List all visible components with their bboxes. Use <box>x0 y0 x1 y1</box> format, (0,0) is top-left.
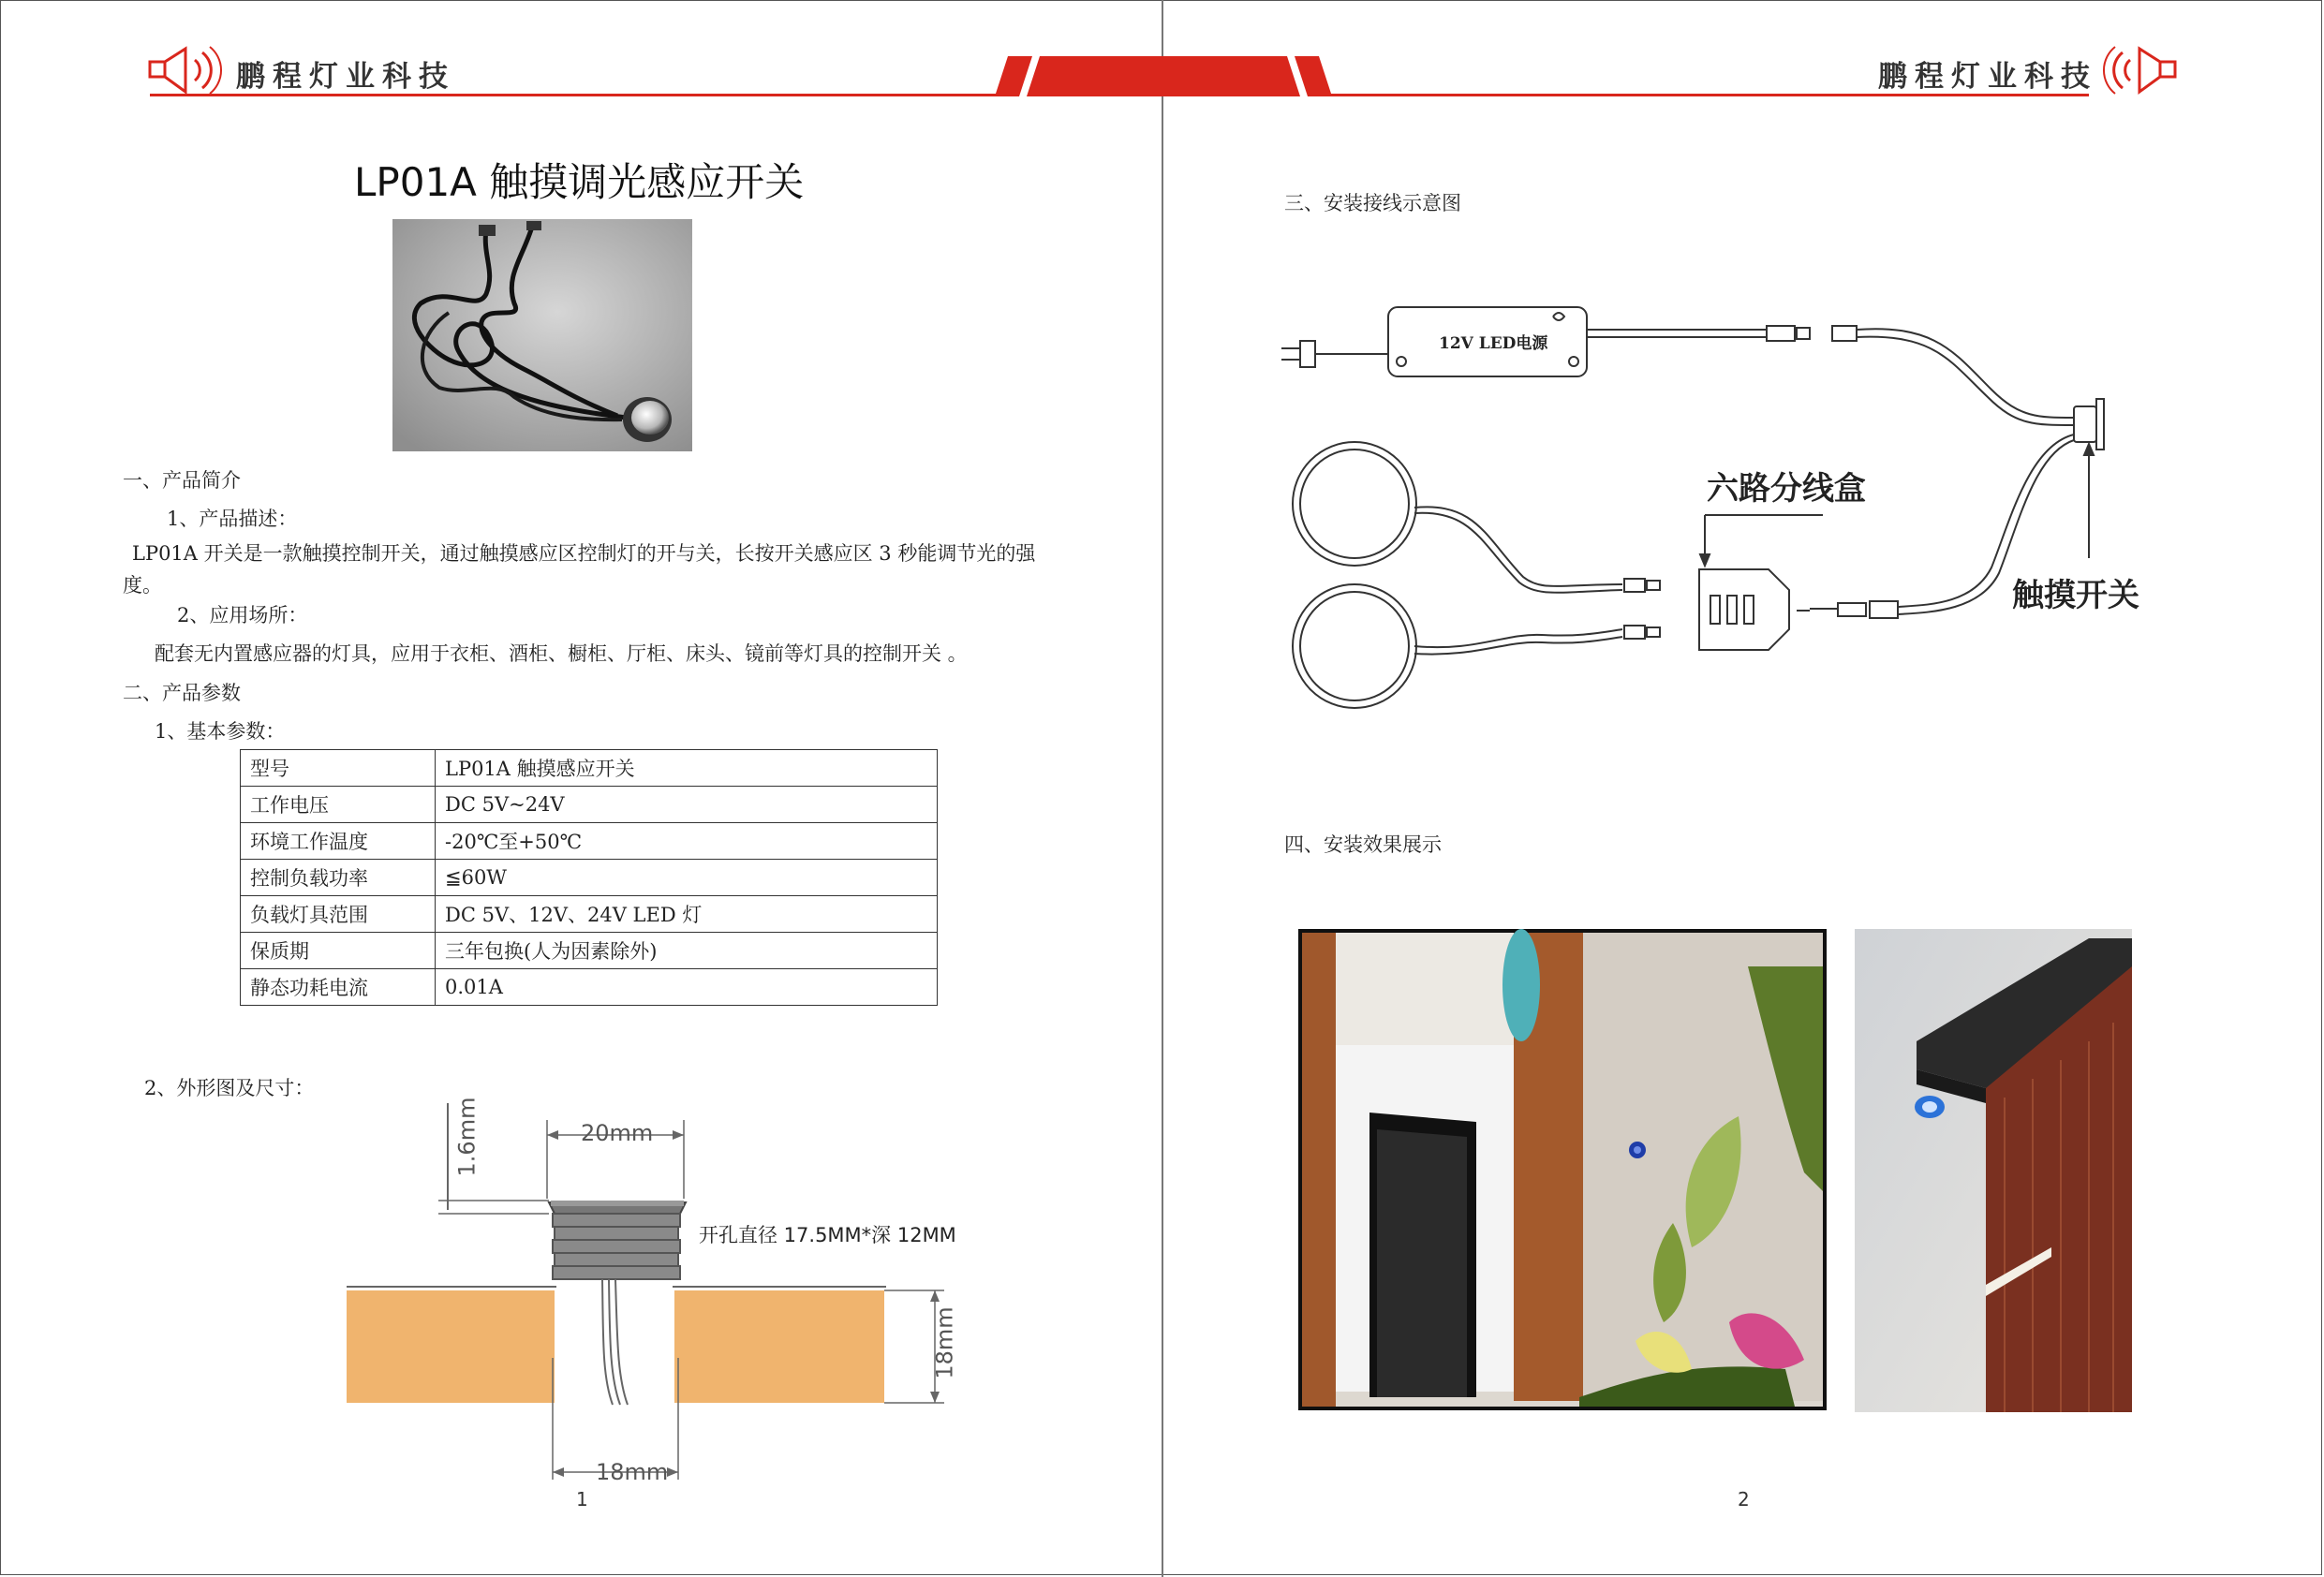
section-heading-effect: 四、安装效果展示 <box>1284 833 1442 856</box>
dimension-drawing <box>345 1096 982 1489</box>
section-heading-wiring: 三、安装接线示意图 <box>1284 192 1461 214</box>
product-title: LP01A 触摸调光感应开关 <box>354 159 805 205</box>
table-cell-value: LP01A 触摸感应开关 <box>436 750 938 787</box>
table-cell-value: -20℃至+50℃ <box>436 823 938 860</box>
table-row <box>241 750 938 787</box>
table-cell-key: 保质期 <box>241 933 436 969</box>
table-row <box>241 969 938 1006</box>
speaker-logo-icon <box>2098 43 2177 97</box>
page-number-right: 2 <box>1738 1488 1750 1511</box>
header-rule-left <box>150 94 1004 96</box>
subheading-description: 1、产品描述： <box>167 508 298 530</box>
dim-label-height: 1.6mm <box>453 1097 481 1177</box>
table-cell-key: 工作电压 <box>241 787 436 823</box>
table-row <box>241 896 938 933</box>
section-heading-intro: 一、产品简介 <box>123 469 241 492</box>
hole-size-note: 开孔直径 17.5MM*深 12MM <box>699 1224 956 1246</box>
table-cell-value: DC 5V~24V <box>436 787 938 823</box>
table-cell-value: ≦60W <box>436 860 938 896</box>
dim-label-bottom: 18mm <box>596 1459 669 1485</box>
table-cell-key: 型号 <box>241 750 436 787</box>
touch-switch-label: 触摸开关 <box>2012 577 2139 614</box>
splitter-box-label: 六路分线盒 <box>1707 470 1866 508</box>
table-row <box>241 823 938 860</box>
table-cell-key: 负载灯具范围 <box>241 896 436 933</box>
page-number-left: 1 <box>576 1488 588 1511</box>
subheading-dimensions: 2、外形图及尺寸： <box>144 1077 315 1099</box>
subheading-application: 2、应用场所： <box>177 604 308 626</box>
brand-name-left: 鹏程灯业科技 <box>236 60 455 94</box>
install-photo-cabinet <box>1298 929 1827 1410</box>
table-row <box>241 787 938 823</box>
table-cell-value: 0.01A <box>436 969 938 1006</box>
dim-label-depth: 18mm <box>931 1306 958 1379</box>
dim-label-width: 20mm <box>581 1120 654 1146</box>
table-cell-key: 环境工作温度 <box>241 823 436 860</box>
subheading-basic-params: 1、基本参数： <box>155 720 286 743</box>
section-heading-params: 二、产品参数 <box>123 682 241 704</box>
spec-table <box>240 749 938 1006</box>
speaker-logo-icon <box>148 43 227 97</box>
application-text: 配套无内置感应器的灯具，应用于衣柜、酒柜、橱柜、厅柜、床头、镜前等灯具的控制开关 。 <box>155 642 968 665</box>
table-row <box>241 860 938 896</box>
product-photo <box>392 219 692 451</box>
table-row <box>241 933 938 969</box>
table-cell-value: DC 5V、12V、24V LED 灯 <box>436 896 938 933</box>
install-photo-closeup <box>1855 929 2132 1412</box>
table-cell-value: 三年包换(人为因素除外) <box>436 933 938 969</box>
table-cell-key: 静态功耗电流 <box>241 969 436 1006</box>
page-divider <box>1162 0 1163 1577</box>
power-supply-label: 12V LED电源 <box>1439 334 1548 353</box>
header-red-band <box>995 56 1332 96</box>
product-description: LP01A 开关是一款触摸控制开关，通过触摸感应区控制灯的开与关，长按开关感应区 3 秒能调节光的强度。 <box>123 542 1036 597</box>
table-cell-key: 控制负载功率 <box>241 860 436 896</box>
brand-name-right: 鹏程灯业科技 <box>1878 60 2097 94</box>
